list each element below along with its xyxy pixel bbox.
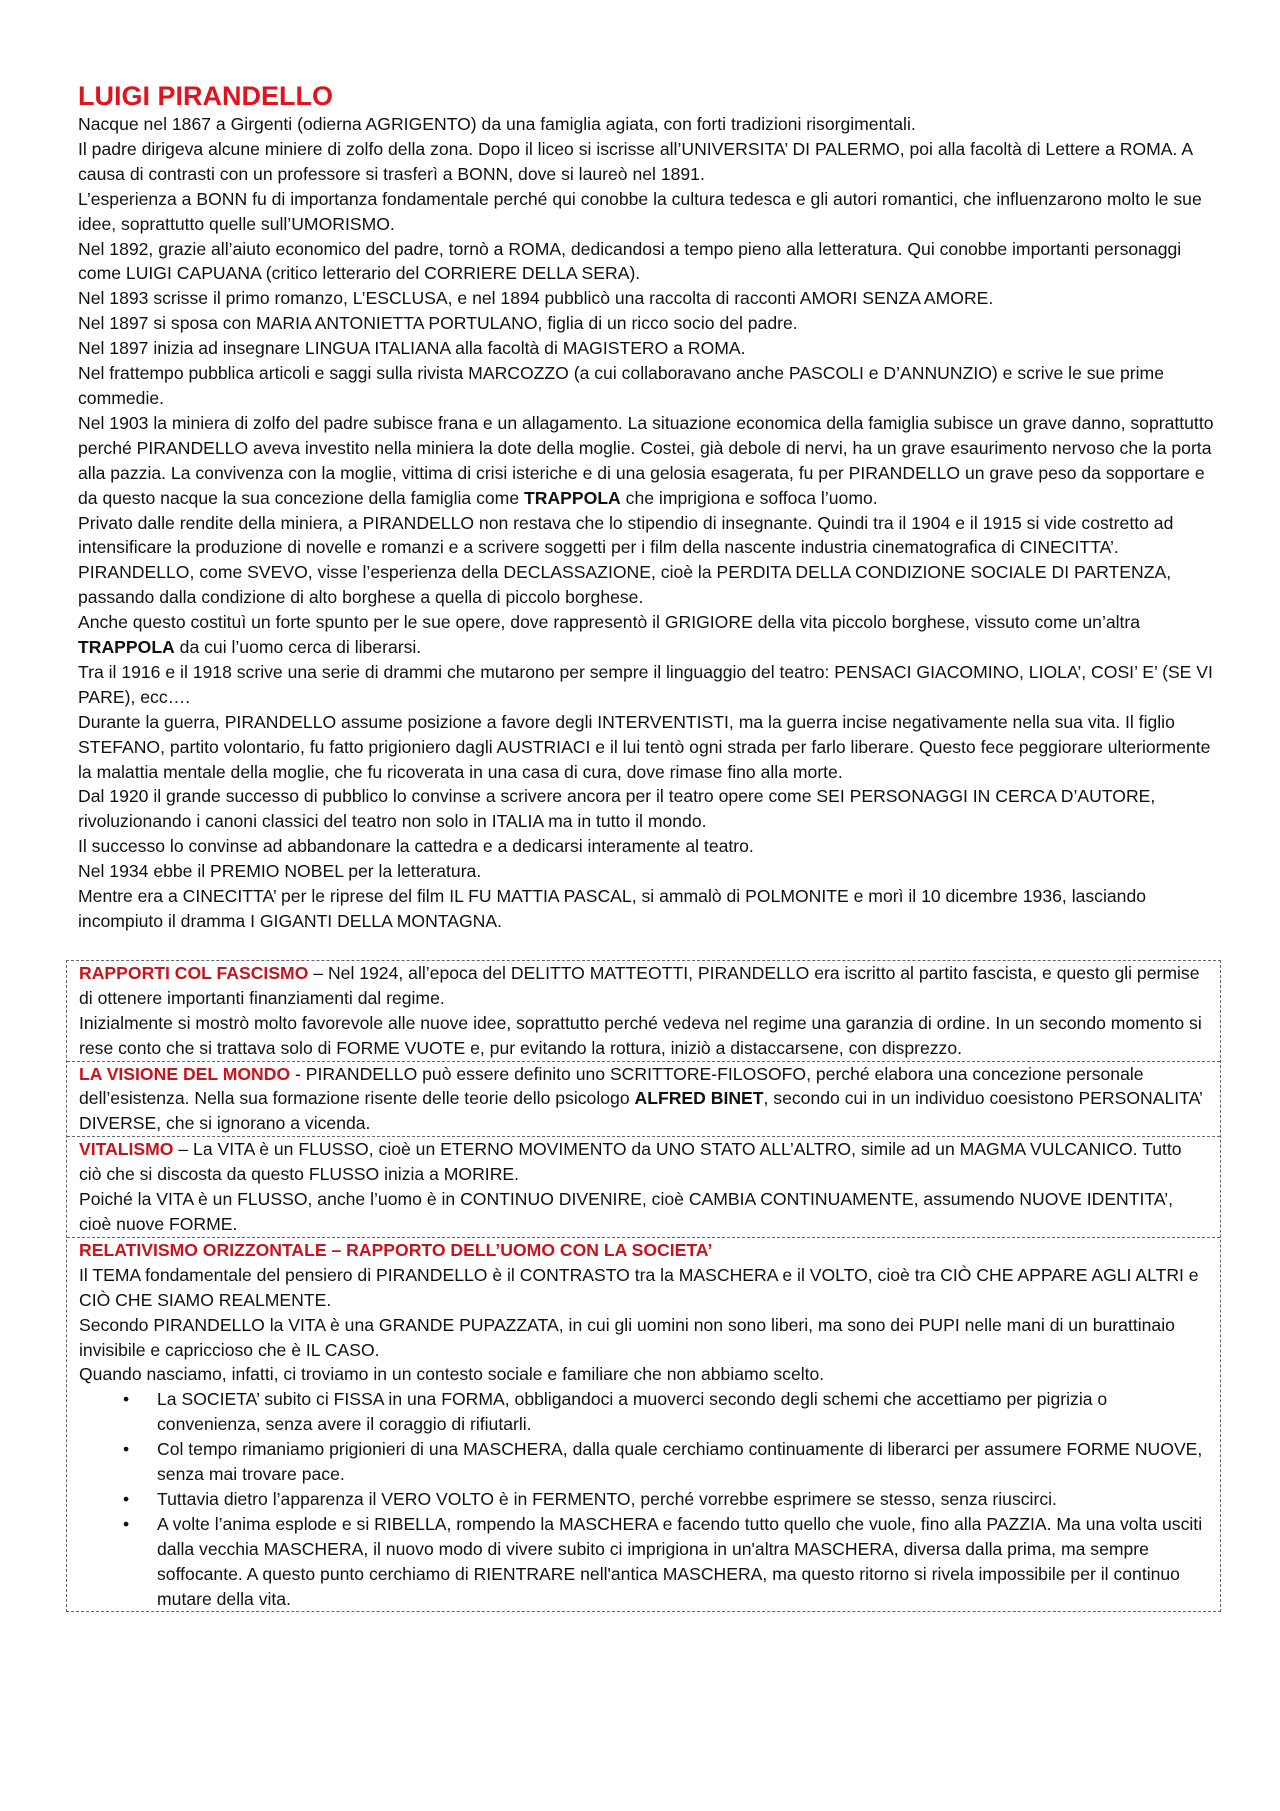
bullet-icon: •	[123, 1439, 130, 1460]
box-text: Poiché la VITA è un FLUSSO, anche l’uomo è in CONTINUO DIVENIRE, cioè CAMBIA CONTINUAMENTE, assumendo NUOVE IDENTITA’, cioè nuove FORME.	[79, 1189, 1174, 1234]
box-label: VITALISMO	[79, 1139, 174, 1160]
bullet-item	[123, 1512, 1208, 1612]
bio-paragraph: Il successo lo convinse ad abbandonare la cattedra e a dedicarsi interamente al teatro.	[78, 836, 754, 857]
biography-section	[78, 112, 1218, 934]
bio-bold-term: TRAPPOLA	[78, 637, 175, 658]
bullet-icon: •	[123, 1389, 130, 1410]
box-text: PIRANDELLO può essere definito uno SCRITTORE-FILOSOFO, perché elabora una concezione personale dell’esistenza. Nella sua formazione risente delle teorie dello psicologo	[79, 1063, 1144, 1109]
box-fascismo	[67, 961, 1220, 1061]
bio-text: Nel 1903 la miniera di zolfo del padre subisce frana e un allagamento. La situazione economica della famiglia subisce un grave danno, soprattutto perché PIRANDELLO aveva investito nella miniera la dote della moglie. Costei, già debole di nervi, ha un grave esaurimento nervoso che la porta alla pazzia. La convivenza con la moglie, vittima di crisi isteriche e di una gelosia esagerata, fu per PIRANDELLO un grave peso da sopportare e da questo nacque la sua concezione della famiglia come	[78, 412, 1214, 508]
box-separator: –	[173, 1139, 194, 1160]
box-bold-term: ALFRED BINET	[634, 1088, 764, 1109]
bio-paragraph: Il padre dirigeva alcune miniere di zolfo della zona. Dopo il liceo si iscrisse all’UNIVERSITA’ DI PALERMO, poi alla facoltà di Lettere a ROMA. A causa di contrasti con un professore si trasferì a BONN, dove si laureò nel 1891.	[78, 138, 1193, 184]
bio-paragraph: Mentre era a CINECITTA’ per le riprese del film IL FU MATTIA PASCAL, si ammalò di POLMONITE e morì il 10 dicembre 1936, lasciando incompiuto il dramma I GIGANTI DELLA MONTAGNA.	[78, 886, 1147, 931]
bio-paragraph: Nel 1934 ebbe il PREMIO NOBEL per la letteratura.	[78, 861, 482, 882]
box-text: , secondo cui in un individuo coesistono PERSONALITA’ DIVERSE, che si ignorano a vicenda.	[79, 1088, 1203, 1134]
bio-text: Anche questo costituì un forte spunto per le sue opere, dove rappresentò il GRIGIORE della vita piccolo borghese, vissuto come un’altra	[78, 612, 1141, 633]
bullet-text: La SOCIETA’ subito ci FISSA in una FORMA, obbligandoci a muoverci secondo degli schemi che accettiamo per pigrizia o convenienza, senza avere il coraggio di rifiutarli.	[157, 1389, 1108, 1435]
bio-paragraph: PIRANDELLO, come SVEVO, visse l’esperienza della DECLASSAZIONE, cioè la PERDITA DELLA CONDIZIONE SOCIALE DI PARTENZA, passando dalla condizione di alto borghese a quella di piccolo borghese.	[78, 562, 1172, 608]
box-text: Inizialmente si mostrò molto favorevole alle nuove idee, soprattutto perché vedeva nel regime una garanzia di ordine. In un secondo momento si rese conto che si trattava solo di FORME VUOTE e, pur evitando la rottura, iniziò a distaccarsene, con disprezzo.	[79, 1012, 1202, 1058]
box-vitalismo	[67, 1136, 1220, 1237]
bullet-icon: •	[123, 1513, 130, 1534]
bio-text: che imprigiona e soffoca l’uomo.	[620, 487, 878, 508]
box-label: LA VISIONE DEL MONDO	[79, 1063, 291, 1084]
bullet-text: Col tempo rimaniamo prigionieri di una MASCHERA, dalla quale cerchiamo continuamente di liberarci per assumere FORME NUOVE, senza mai trovare pace.	[157, 1439, 1203, 1485]
bullet-text: A volte l’anima esplode e si RIBELLA, rompendo la MASCHERA e facendo tutto quello che vuole, fino alla PAZZIA. Ma una volta usciti dalla vecchia MASCHERA, il nuovo modo di vivere subito ci imprigiona in un'altra MASCHERA, diversa dalla prima, ma sempre soffocante. A questo punto cerchiamo di RIENTRARE nell'antica MASCHERA, ma questo ritorno si rivela impossibile per il continuo mutare della vita.	[157, 1513, 1203, 1609]
bio-paragraph: Nacque nel 1867 a Girgenti (odierna AGRIGENTO) da una famiglia agiata, con forti tradizioni risorgimentali.	[78, 114, 916, 134]
bullet-item	[123, 1387, 1208, 1437]
bio-paragraph: Nel 1897 si sposa con MARIA ANTONIETTA PORTULANO, figlia di un ricco socio del padre.	[78, 313, 798, 334]
box-text: Secondo PIRANDELLO la VITA è una GRANDE PUPAZZATA, in cui gli uomini non sono liberi, ma sono dei PUPI nelle mani di un burattinaio invisibile e capriccioso che è IL CASO.	[79, 1314, 1175, 1360]
bio-paragraph: Durante la guerra, PIRANDELLO assume posizione a favore degli INTERVENTISTI, ma la guerra incise negativamente nella sua vita. Il figlio STEFANO, partito volontario, fu fatto prigioniero dagli AUSTRIACI e il lui tentò ogni strada per farlo liberare. Questo fece peggiorare ulteriormente la malattia mentale della moglie, che fu ricoverata in una casa di cura, dove rimase fino alla morte.	[78, 711, 1211, 782]
box-text: Nel 1924, all’epoca del DELITTO MATTEOTTI, PIRANDELLO era iscritto al partito fascista, e questo gli permise di ottenere importanti finanziamenti dal regime.	[79, 962, 1200, 1008]
box-text: Quando nasciamo, infatti, ci troviamo in un contesto sociale e familiare che non abbiamo scelto.	[79, 1364, 825, 1385]
box-heading: RELATIVISMO ORIZZONTALE – RAPPORTO DELL’UOMO CON LA SOCIETA’	[79, 1239, 713, 1260]
bio-paragraph: Nel frattempo pubblica articoli e saggi sulla rivista MARCOZZO (a cui collaboravano anche PASCOLI e D’ANNUNZIO) e scrive le sue prime commedie.	[78, 363, 1164, 408]
page-title: LUIGI PIRANDELLO	[78, 81, 333, 111]
box-label: RAPPORTI COL FASCISMO	[79, 962, 309, 983]
bio-paragraph: Nel 1892, grazie all’aiuto economico del padre, tornò a ROMA, dedicandosi a tempo pieno alla letteratura. Qui conobbe importanti personaggi come LUIGI CAPUANA (critico letterario del CORRIERE DELLA SERA).	[78, 238, 1182, 284]
box-separator: –	[308, 962, 328, 983]
box-relativismo	[67, 1237, 1220, 1612]
bullet-text: Tuttavia dietro l’apparenza il VERO VOLTO è in FERMENTO, perché vorrebbe esprimere se stesso, senza riuscirci.	[157, 1488, 1057, 1509]
bio-paragraph: Tra il 1916 e il 1918 scrive una serie di drammi che mutarono per sempre il linguaggio del teatro: PENSACI GIACOMINO, LIOLA’, COSI’ E’ (SE VI PARE), ecc….	[78, 661, 1213, 707]
box-text: Il TEMA fondamentale del pensiero di PIRANDELLO è il CONTRASTO tra la MASCHERA e il VOLTO, cioè tra CIÒ CHE APPARE AGLI ALTRI e CIÒ CHE SIAMO REALMENTE.	[79, 1264, 1199, 1310]
box-text: La VITA è un FLUSSO, cioè un ETERNO MOVIMENTO da UNO STATO ALL’ALTRO, simile ad un MAGMA VULCANICO. Tutto ciò che si discosta da questo FLUSSO inizia a MORIRE.	[79, 1139, 1182, 1185]
bio-paragraph: Nel 1893 scrisse il primo romanzo, L’ESCLUSA, e nel 1894 pubblicò una raccolta di racconti AMORI SENZA AMORE.	[78, 288, 994, 309]
box-visione	[67, 1061, 1220, 1137]
bio-text: da cui l’uomo cerca di liberarsi.	[174, 637, 422, 658]
bullet-icon: •	[123, 1488, 130, 1509]
bullet-list	[79, 1387, 1208, 1611]
document-page	[78, 80, 1218, 1612]
bio-bold-term: TRAPPOLA	[524, 487, 621, 508]
bio-paragraph: Nel 1897 inizia ad insegnare LINGUA ITALIANA alla facoltà di MAGISTERO a ROMA.	[78, 338, 746, 359]
bullet-item	[123, 1487, 1208, 1512]
bio-paragraph	[78, 411, 1218, 511]
topic-boxes	[66, 960, 1221, 1613]
bullet-item	[123, 1437, 1208, 1487]
bio-paragraph: Dal 1920 il grande successo di pubblico lo convinse a scrivere ancora per il teatro opere come SEI PERSONAGGI IN CERCA D’AUTORE, rivoluzionando i canoni classici del teatro non solo in ITALIA ma in tutto il mondo.	[78, 786, 1156, 832]
bio-paragraph: L’esperienza a BONN fu di importanza fondamentale perché qui conobbe la cultura tedesca e gli autori romantici, che influenzarono molto le sue idee, soprattutto quelle sull’UMORISMO.	[78, 188, 1202, 234]
box-separator: -	[290, 1063, 306, 1084]
bio-paragraph: Privato dalle rendite della miniera, a PIRANDELLO non restava che lo stipendio di insegnante. Quindi tra il 1904 e il 1915 si vide costretto ad intensificare la produzione di novelle e romanzi e a scrivere soggetti per i film della nascente industria cinematografica di CINECITTA’.	[78, 512, 1174, 558]
bio-paragraph	[78, 610, 1218, 660]
